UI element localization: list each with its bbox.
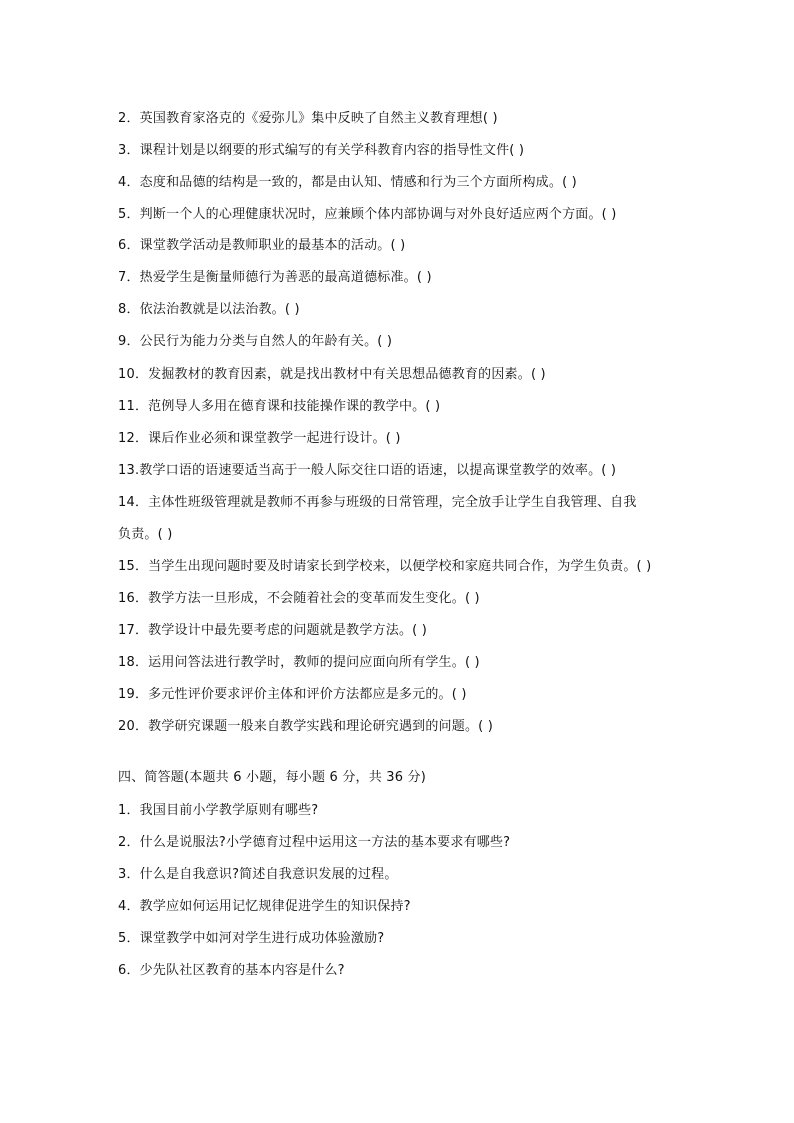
judgment-item-19: 19．多元性评价要求评价主体和评价方法都应是多元的。( ) (118, 687, 467, 702)
judgment-item-17: 17．教学设计中最先要考虑的问题就是教学方法。( ) (118, 623, 428, 638)
judgment-item-16: 16．教学方法一旦形成，不会随着社会的变革而发生变化。( ) (118, 591, 480, 606)
judgment-item-6: 6．课堂教学活动是教师职业的最基本的活动。( ) (118, 238, 406, 253)
short-answer-question-5: 5．课堂教学中如河对学生进行成功体验激励? (118, 931, 385, 946)
short-answer-question-4: 4．教学应如何运用记忆规律促进学生的知识保持? (118, 899, 411, 914)
judgment-item-12: 12．课后作业必须和课堂教学一起进行设计。( ) (118, 431, 401, 446)
judgment-item-9: 9．公民行为能力分类与自然人的年龄有关。( ) (118, 334, 393, 349)
judgment-item-5: 5．判断一个人的心理健康状况时，应兼顾个体内部协调与对外良好适应两个方面。( ) (118, 207, 617, 222)
short-answer-question-3: 3．什么是自我意识?简述自我意识发展的过程。 (118, 867, 398, 882)
short-answer-question-1: 1．我国目前小学教学原则有哪些? (118, 803, 319, 818)
judgment-item-11: 11．范例导人多用在德育课和技能操作课的教学中。( ) (118, 399, 441, 414)
short-answer-question-6: 6．少先队社区教育的基本内容是什么? (118, 963, 345, 978)
judgment-item-15: 15．当学生出现问题时要及时请家长到学校来，以便学校和家庭共同合作，为学生负责。( ) (118, 559, 652, 574)
judgment-item-3: 3．课程计划是以纲要的形式编写的有关学科教育内容的指导性文件( ) (118, 143, 525, 158)
judgment-item-8: 8．依法治教就是以法治教。( ) (118, 302, 300, 317)
judgment-item-18: 18．运用问答法进行教学时，教师的提问应面向所有学生。( ) (118, 655, 480, 670)
short-answer-question-2: 2．什么是说服法?小学德育过程中运用这一方法的基本要求有哪些? (118, 835, 511, 850)
judgment-item-4: 4．态度和品德的结构是一致的，都是由认知、情感和行为三个方面所构成。( ) (118, 175, 577, 190)
judgment-item-10: 10．发掘教材的教育因素，就是找出教材中有关思想品德教育的因素。( ) (118, 367, 546, 382)
judgment-item-14-continued: 负责。( ) (118, 527, 173, 542)
judgment-item-2: 2．英国教育家洛克的《爱弥儿》集中反映了自然主义教育理想( ) (118, 111, 498, 126)
judgment-item-14: 14．主体性班级管理就是教师不再参与班级的日常管理，完全放手让学生自我管理、自我 (118, 495, 637, 510)
judgment-item-20: 20．教学研究课题一般来自教学实践和理论研究遇到的问题。( ) (118, 719, 494, 734)
judgment-item-7: 7．热爱学生是衡量师德行为善恶的最高道德标准。( ) (118, 270, 432, 285)
section-heading: 四、简答题(本题共 6 小题，每小题 6 分，共 36 分) (118, 770, 427, 785)
judgment-item-13: 13.教学口语的语速要适当高于一般人际交往口语的语速，以提高课堂教学的效率。( ) (118, 463, 617, 478)
